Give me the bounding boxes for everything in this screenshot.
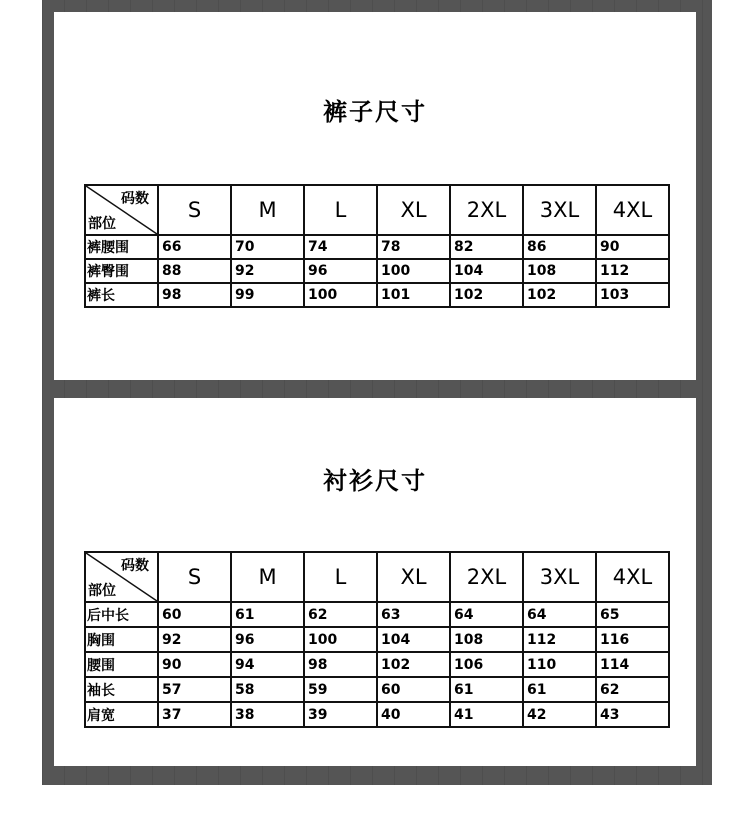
table-cell: 101 xyxy=(377,283,450,307)
shirt-size-panel xyxy=(54,398,696,766)
table-cell: 100 xyxy=(304,283,377,307)
table-row xyxy=(85,235,669,259)
size-header-3xl: 3XL xyxy=(523,185,596,235)
size-header-l: L xyxy=(304,552,377,602)
table-cell: 102 xyxy=(450,283,523,307)
table-cell: 61 xyxy=(231,602,304,627)
table-row xyxy=(85,259,669,283)
corner-size-label: 码数 xyxy=(121,558,149,574)
table-header-row xyxy=(85,552,669,602)
table-cell: 104 xyxy=(377,627,450,652)
row-label: 肩宽 xyxy=(85,702,158,727)
row-label: 裤臀围 xyxy=(85,259,158,283)
table-row xyxy=(85,677,669,702)
table-cell: 82 xyxy=(450,235,523,259)
row-label: 袖长 xyxy=(85,677,158,702)
table-cell: 106 xyxy=(450,652,523,677)
table-cell: 96 xyxy=(231,627,304,652)
table-cell: 114 xyxy=(596,652,669,677)
table-cell: 61 xyxy=(450,677,523,702)
row-label: 后中长 xyxy=(85,602,158,627)
table-cell: 41 xyxy=(450,702,523,727)
pants-size-table xyxy=(84,184,670,308)
table-cell: 37 xyxy=(158,702,231,727)
table-row xyxy=(85,652,669,677)
table-cell: 65 xyxy=(596,602,669,627)
table-cell: 103 xyxy=(596,283,669,307)
table-cell: 62 xyxy=(304,602,377,627)
table-cell: 92 xyxy=(158,627,231,652)
table-cell: 39 xyxy=(304,702,377,727)
size-header-xl: XL xyxy=(377,552,450,602)
table-cell: 98 xyxy=(304,652,377,677)
table-header-row xyxy=(85,185,669,235)
table-cell: 86 xyxy=(523,235,596,259)
table-cell: 102 xyxy=(377,652,450,677)
size-header-s: S xyxy=(158,552,231,602)
row-label: 胸围 xyxy=(85,627,158,652)
table-cell: 59 xyxy=(304,677,377,702)
table-cell: 38 xyxy=(231,702,304,727)
shirt-size-title: 衬衫尺寸 xyxy=(323,467,427,495)
table-cell: 42 xyxy=(523,702,596,727)
row-label: 裤腰围 xyxy=(85,235,158,259)
table-cell: 98 xyxy=(158,283,231,307)
table-cell: 108 xyxy=(523,259,596,283)
table-cell: 88 xyxy=(158,259,231,283)
size-header-xl: XL xyxy=(377,185,450,235)
table-cell: 116 xyxy=(596,627,669,652)
size-header-m: M xyxy=(231,185,304,235)
table-cell: 66 xyxy=(158,235,231,259)
table-row xyxy=(85,702,669,727)
pants-size-panel xyxy=(54,12,696,380)
size-header-4xl: 4XL xyxy=(596,185,669,235)
table-cell: 112 xyxy=(596,259,669,283)
table-cell: 60 xyxy=(158,602,231,627)
table-cell: 110 xyxy=(523,652,596,677)
table-cell: 63 xyxy=(377,602,450,627)
table-cell: 112 xyxy=(523,627,596,652)
table-cell: 96 xyxy=(304,259,377,283)
size-header-s: S xyxy=(158,185,231,235)
corner-part-label: 部位 xyxy=(88,583,116,599)
size-header-m: M xyxy=(231,552,304,602)
table-cell: 92 xyxy=(231,259,304,283)
row-label: 裤长 xyxy=(85,283,158,307)
row-label: 腰围 xyxy=(85,652,158,677)
table-cell: 104 xyxy=(450,259,523,283)
table-cell: 43 xyxy=(596,702,669,727)
table-cell: 100 xyxy=(304,627,377,652)
table-row xyxy=(85,283,669,307)
size-header-2xl: 2XL xyxy=(450,552,523,602)
table-cell: 61 xyxy=(523,677,596,702)
table-cell: 90 xyxy=(158,652,231,677)
table-row xyxy=(85,602,669,627)
pants-size-title: 裤子尺寸 xyxy=(323,98,427,126)
corner-part-label: 部位 xyxy=(88,216,116,232)
table-cell: 60 xyxy=(377,677,450,702)
table-row xyxy=(85,627,669,652)
table-cell: 57 xyxy=(158,677,231,702)
table-cell: 78 xyxy=(377,235,450,259)
size-header-l: L xyxy=(304,185,377,235)
table-cell: 64 xyxy=(523,602,596,627)
shirt-size-table xyxy=(84,551,670,728)
corner-header-cell xyxy=(85,185,158,235)
table-cell: 99 xyxy=(231,283,304,307)
table-cell: 108 xyxy=(450,627,523,652)
table-cell: 70 xyxy=(231,235,304,259)
table-cell: 102 xyxy=(523,283,596,307)
table-cell: 74 xyxy=(304,235,377,259)
table-cell: 90 xyxy=(596,235,669,259)
table-cell: 64 xyxy=(450,602,523,627)
table-cell: 62 xyxy=(596,677,669,702)
table-cell: 40 xyxy=(377,702,450,727)
corner-size-label: 码数 xyxy=(121,191,149,207)
table-cell: 94 xyxy=(231,652,304,677)
corner-header-cell xyxy=(85,552,158,602)
table-cell: 58 xyxy=(231,677,304,702)
size-header-3xl: 3XL xyxy=(523,552,596,602)
size-header-4xl: 4XL xyxy=(596,552,669,602)
table-cell: 100 xyxy=(377,259,450,283)
size-header-2xl: 2XL xyxy=(450,185,523,235)
